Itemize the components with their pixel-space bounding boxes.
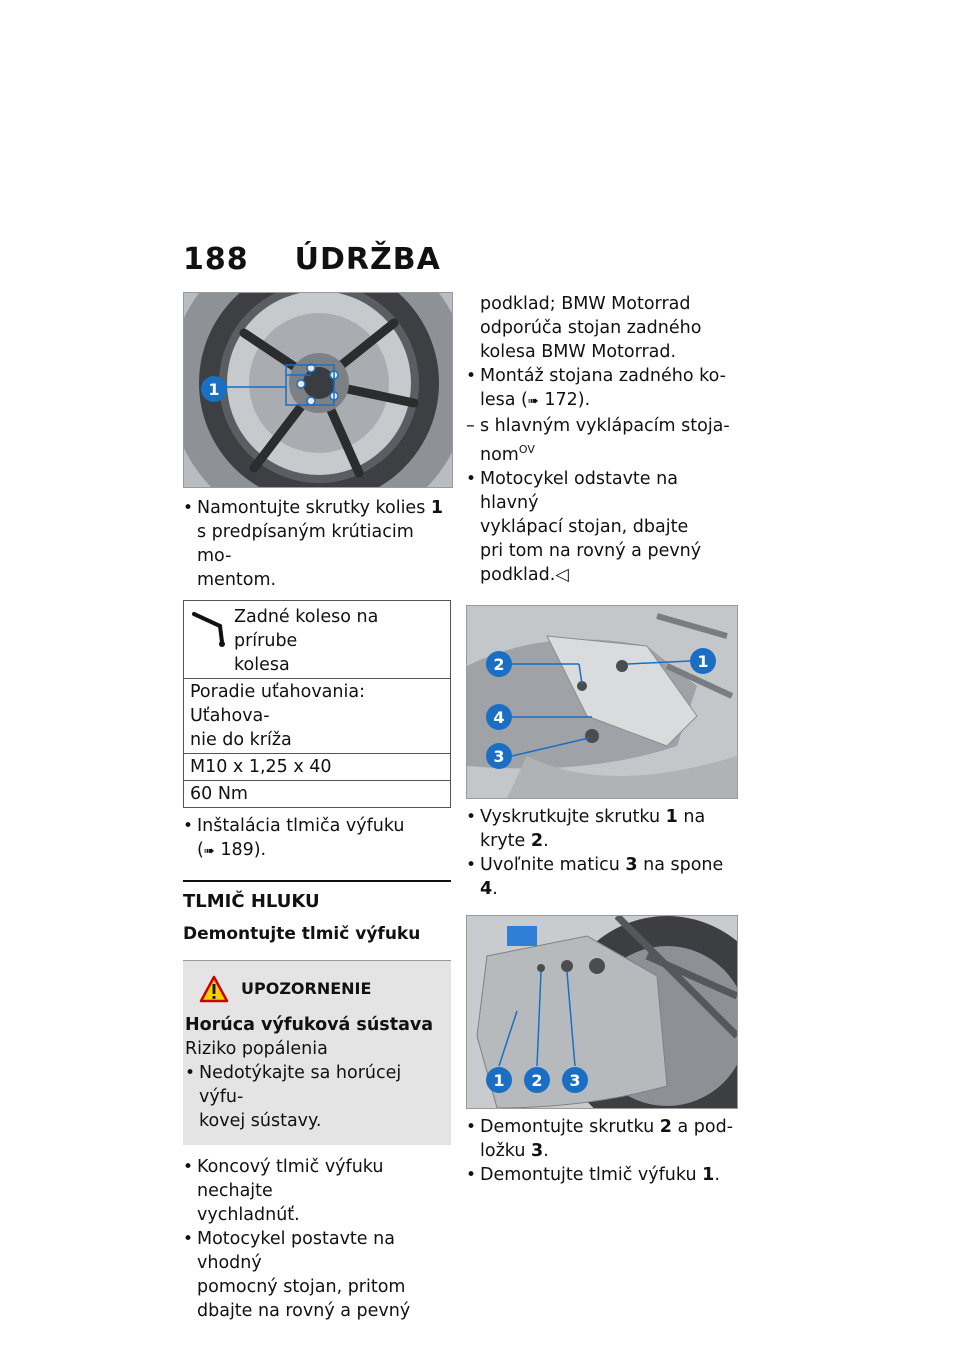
- step-bullet: • Vyskrutkujte skrutku 1 na: [466, 805, 738, 829]
- step-bullet: • Demontujte skrutku 2 a pod-: [466, 1115, 738, 1139]
- condition-line: – s hlavným vyklápacím stoja-: [466, 414, 738, 438]
- rear-wheel-illustration: [184, 293, 452, 487]
- callout-number: 1: [493, 1070, 505, 1090]
- warning-risk: Riziko popálenia: [185, 1039, 328, 1059]
- warning-label: UPOZORNENIE: [241, 979, 372, 998]
- chapter-title: ÚDRŽBA: [294, 242, 441, 277]
- step-bullet: • Inštalácia tlmiča výfuku: [183, 814, 451, 838]
- end-mark-icon: ◁: [555, 564, 569, 585]
- option-superscript: OV: [518, 443, 535, 456]
- callout-number: 4: [493, 707, 505, 727]
- warning-triangle-icon: [199, 975, 229, 1003]
- step-bullet: • Motocykel odstavte na hlavný: [466, 467, 738, 515]
- right-column: podklad; BMW Motorrad odporúča stojan zadného kolesa BMW Motorrad. • Montáž stojana zadného ko- lesa (➠ 172). – s hlavným vyklápacím stoja- nom$^{OV}$ • Motocykel odstavte na hlavný vyklápací stojan, dbajte pri tom na rovný a pevný podklad.◁ 2 1 4 3 • Vyskrutkujte skrutku 1 na kryte 2. • Uvoľnite maticu 3 na spone 4. 1 2 3 • Demontujte skrutku 2 a pod- ložku 3. • Demontujte tlmič výfuku 1.: [466, 292, 738, 1187]
- callout-number: 2: [531, 1070, 543, 1090]
- warning-heading: Horúca výfuková sústava: [185, 1015, 434, 1035]
- callout-number: 1: [697, 651, 709, 671]
- torque-header-row: Zadné koleso na prírube kolesa: [184, 601, 450, 678]
- step-bullet: • Uvoľnite maticu 3 na spone 4.: [466, 853, 738, 901]
- page-number: 188: [183, 242, 249, 277]
- torque-value-row: 60 Nm: [184, 780, 450, 807]
- subsection-title: Demontujte tlmič výfuku: [183, 924, 421, 944]
- step-bullet: • Koncový tlmič výfuku nechajte: [183, 1155, 451, 1203]
- section-title: TLMIČ HLUKU: [183, 891, 320, 912]
- torque-thread-row: M10 x 1,25 x 40: [184, 753, 450, 780]
- step-bullet: • Motocykel postavte na vhodný: [183, 1227, 451, 1275]
- page-header: [183, 242, 441, 277]
- left-column: 1 • Namontujte skrutky kolies 1 s predpísaným krútiacim mo- mentom. Zadné koleso na prírube kolesa Poradie uťahovania: Uťahova- nie do kríža M10 x 1,25 x 40 60 Nm • Inštalácia tlmiča výfuku (➠ 189). TLMIČ HLUKU Demontujte tlmič výfuku UPOZORNENIE Horúca výfuková sústava Riziko popálenia • Nedotýkajte sa horúcej výfu- kovej sústavy. • Koncový tlmič výfuku nechajte vychladnúť. • Motocykel postavte na vhodný pomocný stojan, pritom dbajte na rovný a pevný: [183, 292, 451, 1323]
- step-bullet: • Demontujte tlmič výfuku 1.: [466, 1163, 738, 1187]
- muffler-figure: [466, 915, 738, 1109]
- muffler-illustration: [467, 916, 737, 1108]
- callout-number: 1: [208, 380, 220, 399]
- callout-number: 3: [493, 746, 505, 766]
- section-divider: [183, 880, 451, 882]
- callout-number: 3: [569, 1070, 581, 1090]
- warning-header: [183, 975, 451, 1003]
- rear-wheel-figure: [183, 292, 453, 488]
- exhaust-cover-illustration: [467, 606, 737, 798]
- page-reference[interactable]: lesa (➠ 172).: [466, 388, 738, 414]
- torque-table: [183, 600, 451, 808]
- torque-sequence-row: Poradie uťahovania: Uťahova- nie do kríža: [184, 678, 450, 753]
- step-bullet: • Namontujte skrutky kolies 1: [183, 496, 451, 520]
- warning-box: UPOZORNENIE Horúca výfuková sústava Riziko popálenia • Nedotýkajte sa horúcej výfu- kovej sústavy.: [183, 960, 451, 1145]
- warning-advice: • Nedotýkajte sa horúcej výfu-: [185, 1061, 451, 1109]
- reference-arrow-icon: ➠: [203, 844, 215, 859]
- exhaust-cover-figure: [466, 605, 738, 799]
- reference-arrow-icon: ➠: [527, 394, 539, 409]
- callout-number: 2: [493, 654, 505, 674]
- torque-wrench-icon: [190, 602, 234, 652]
- step-bullet: • Montáž stojana zadného ko-: [466, 364, 738, 388]
- page-reference[interactable]: (➠ 189).: [183, 838, 451, 864]
